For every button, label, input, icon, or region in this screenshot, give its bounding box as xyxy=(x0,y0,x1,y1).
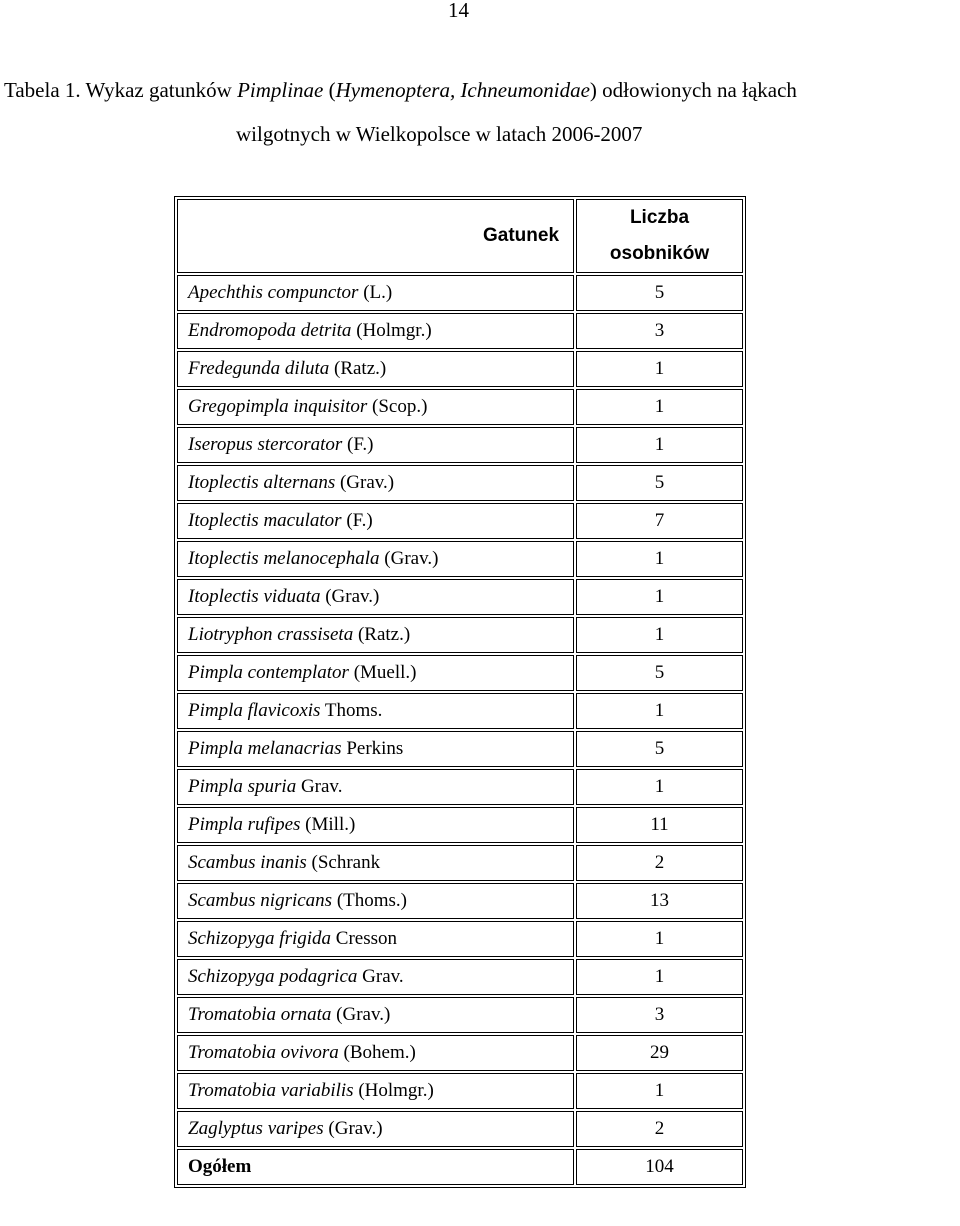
species-name-cell xyxy=(177,731,574,767)
species-author: Thoms. xyxy=(320,700,383,721)
species-table-container xyxy=(174,196,746,1188)
table-row xyxy=(177,541,743,577)
species-name: Schizopyga podagrica xyxy=(188,966,358,987)
specimen-count: 1 xyxy=(576,769,743,805)
species-name: Pimpla rufipes xyxy=(188,814,301,835)
caption-suffix: ) odłowionych na łąkach xyxy=(589,78,797,102)
table-row xyxy=(177,503,743,539)
caption-open-paren: ( xyxy=(323,78,336,102)
species-table xyxy=(174,196,746,1188)
species-author: (Muell.) xyxy=(348,662,417,683)
specimen-count: 11 xyxy=(576,807,743,843)
page-number: 14 xyxy=(448,0,469,22)
total-count: 104 xyxy=(576,1149,743,1185)
specimen-count: 29 xyxy=(576,1035,743,1071)
table-row xyxy=(177,1035,743,1071)
specimen-count: 13 xyxy=(576,883,743,919)
specimen-count: 5 xyxy=(576,465,743,501)
table-row xyxy=(177,351,743,387)
species-name-cell xyxy=(177,389,574,425)
table-row xyxy=(177,655,743,691)
species-name: Itoplectis maculator xyxy=(188,510,342,531)
header-species: Gatunek xyxy=(177,199,574,273)
species-name: Pimpla contemplator xyxy=(188,662,349,683)
table-row xyxy=(177,427,743,463)
species-author: (Ratz.) xyxy=(353,624,411,645)
table-caption xyxy=(0,68,960,156)
table-row xyxy=(177,1073,743,1109)
specimen-count: 1 xyxy=(576,579,743,615)
species-name: Scambus inanis xyxy=(188,852,307,873)
total-label: Ogółem xyxy=(177,1149,574,1185)
specimen-count: 1 xyxy=(576,389,743,425)
species-name-cell xyxy=(177,541,574,577)
table-row xyxy=(177,845,743,881)
caption-taxon: Pimplinae xyxy=(237,78,324,102)
species-name: Schizopyga frigida xyxy=(188,928,332,949)
table-row xyxy=(177,959,743,995)
species-author: (Mill.) xyxy=(300,814,356,835)
species-name: Zaglyptus varipes xyxy=(188,1118,324,1139)
table-row xyxy=(177,465,743,501)
specimen-count: 1 xyxy=(576,541,743,577)
species-name-cell xyxy=(177,921,574,957)
species-author: (L.) xyxy=(358,282,393,303)
table-row xyxy=(177,1111,743,1147)
species-name: Itoplectis alternans xyxy=(188,472,336,493)
specimen-count: 5 xyxy=(576,655,743,691)
species-name-cell xyxy=(177,427,574,463)
table-row xyxy=(177,997,743,1033)
specimen-count: 1 xyxy=(576,617,743,653)
species-name: Scambus nigricans xyxy=(188,890,333,911)
species-author: (F.) xyxy=(342,434,374,455)
species-author: Grav. xyxy=(296,776,343,797)
species-name: Tromatobia ovivora xyxy=(188,1042,339,1063)
species-name-cell xyxy=(177,883,574,919)
species-author: (Holmgr.) xyxy=(353,1080,434,1101)
species-name-cell xyxy=(177,275,574,311)
table-row xyxy=(177,617,743,653)
species-name-cell xyxy=(177,1111,574,1147)
total-row xyxy=(177,1149,743,1185)
table-row xyxy=(177,921,743,957)
table-row xyxy=(177,769,743,805)
specimen-count: 1 xyxy=(576,427,743,463)
table-row xyxy=(177,313,743,349)
species-name: Itoplectis viduata xyxy=(188,586,321,607)
species-author: (Grav.) xyxy=(320,586,380,607)
table-body xyxy=(177,275,743,1147)
species-name-cell xyxy=(177,465,574,501)
species-name: Pimpla melanacrias xyxy=(188,738,342,759)
specimen-count: 1 xyxy=(576,693,743,729)
species-name: Tromatobia ornata xyxy=(188,1004,332,1025)
species-author: (Grav.) xyxy=(335,472,395,493)
species-name: Liotryphon crassiseta xyxy=(188,624,354,645)
specimen-count: 3 xyxy=(576,997,743,1033)
species-author: (Schrank xyxy=(306,852,381,873)
species-name-cell xyxy=(177,1035,574,1071)
species-author: Cresson xyxy=(331,928,398,949)
specimen-count: 7 xyxy=(576,503,743,539)
table-row xyxy=(177,579,743,615)
species-name-cell xyxy=(177,351,574,387)
species-author: (Grav.) xyxy=(323,1118,383,1139)
species-author: (Thoms.) xyxy=(332,890,408,911)
species-name-cell xyxy=(177,617,574,653)
table-row xyxy=(177,731,743,767)
species-name: Gregopimpla inquisitor xyxy=(188,396,368,417)
header-count-line1: Liczba xyxy=(629,207,690,228)
species-author: Perkins xyxy=(341,738,404,759)
table-row xyxy=(177,275,743,311)
species-name: Endromopoda detrita xyxy=(188,320,352,341)
species-name-cell xyxy=(177,807,574,843)
species-name: Tromatobia variabilis xyxy=(188,1080,354,1101)
table-row xyxy=(177,389,743,425)
table-row xyxy=(177,807,743,843)
species-name-cell xyxy=(177,655,574,691)
table-header-row xyxy=(177,199,743,273)
specimen-count: 1 xyxy=(576,959,743,995)
species-author: (Bohem.) xyxy=(338,1042,416,1063)
specimen-count: 2 xyxy=(576,845,743,881)
caption-line-2: wilgotnych w Wielkopolsce w latach 2006-2007 xyxy=(236,122,643,146)
caption-prefix: Tabela 1. Wykaz gatunków xyxy=(4,78,238,102)
species-name: Pimpla spuria xyxy=(188,776,297,797)
species-name: Iseropus stercorator xyxy=(188,434,343,455)
specimen-count: 5 xyxy=(576,731,743,767)
species-name: Itoplectis melanocephala xyxy=(188,548,380,569)
species-name: Apechthis compunctor xyxy=(188,282,359,303)
caption-higher-taxa: Hymenoptera, Ichneumonidae xyxy=(335,78,590,102)
species-name-cell xyxy=(177,1073,574,1109)
species-name: Fredegunda diluta xyxy=(188,358,330,379)
specimen-count: 1 xyxy=(576,351,743,387)
species-name-cell xyxy=(177,579,574,615)
species-author: Grav. xyxy=(357,966,404,987)
table-row xyxy=(177,693,743,729)
species-name-cell xyxy=(177,769,574,805)
species-name: Pimpla flavicoxis xyxy=(188,700,321,721)
species-name-cell xyxy=(177,503,574,539)
specimen-count: 2 xyxy=(576,1111,743,1147)
species-author: (Holmgr.) xyxy=(351,320,432,341)
species-name-cell xyxy=(177,997,574,1033)
species-name-cell xyxy=(177,313,574,349)
species-author: (Scop.) xyxy=(367,396,428,417)
specimen-count: 1 xyxy=(576,921,743,957)
specimen-count: 1 xyxy=(576,1073,743,1109)
species-name-cell xyxy=(177,845,574,881)
species-author: (Grav.) xyxy=(331,1004,391,1025)
specimen-count: 5 xyxy=(576,275,743,311)
caption-line-1 xyxy=(0,68,960,112)
specimen-count: 3 xyxy=(576,313,743,349)
table-row xyxy=(177,883,743,919)
species-author: (Grav.) xyxy=(379,548,439,569)
species-author: (Ratz.) xyxy=(329,358,387,379)
species-name-cell xyxy=(177,959,574,995)
header-count-line2: osobników xyxy=(609,243,710,264)
header-count xyxy=(576,199,743,273)
species-name-cell xyxy=(177,693,574,729)
species-author: (F.) xyxy=(341,510,373,531)
